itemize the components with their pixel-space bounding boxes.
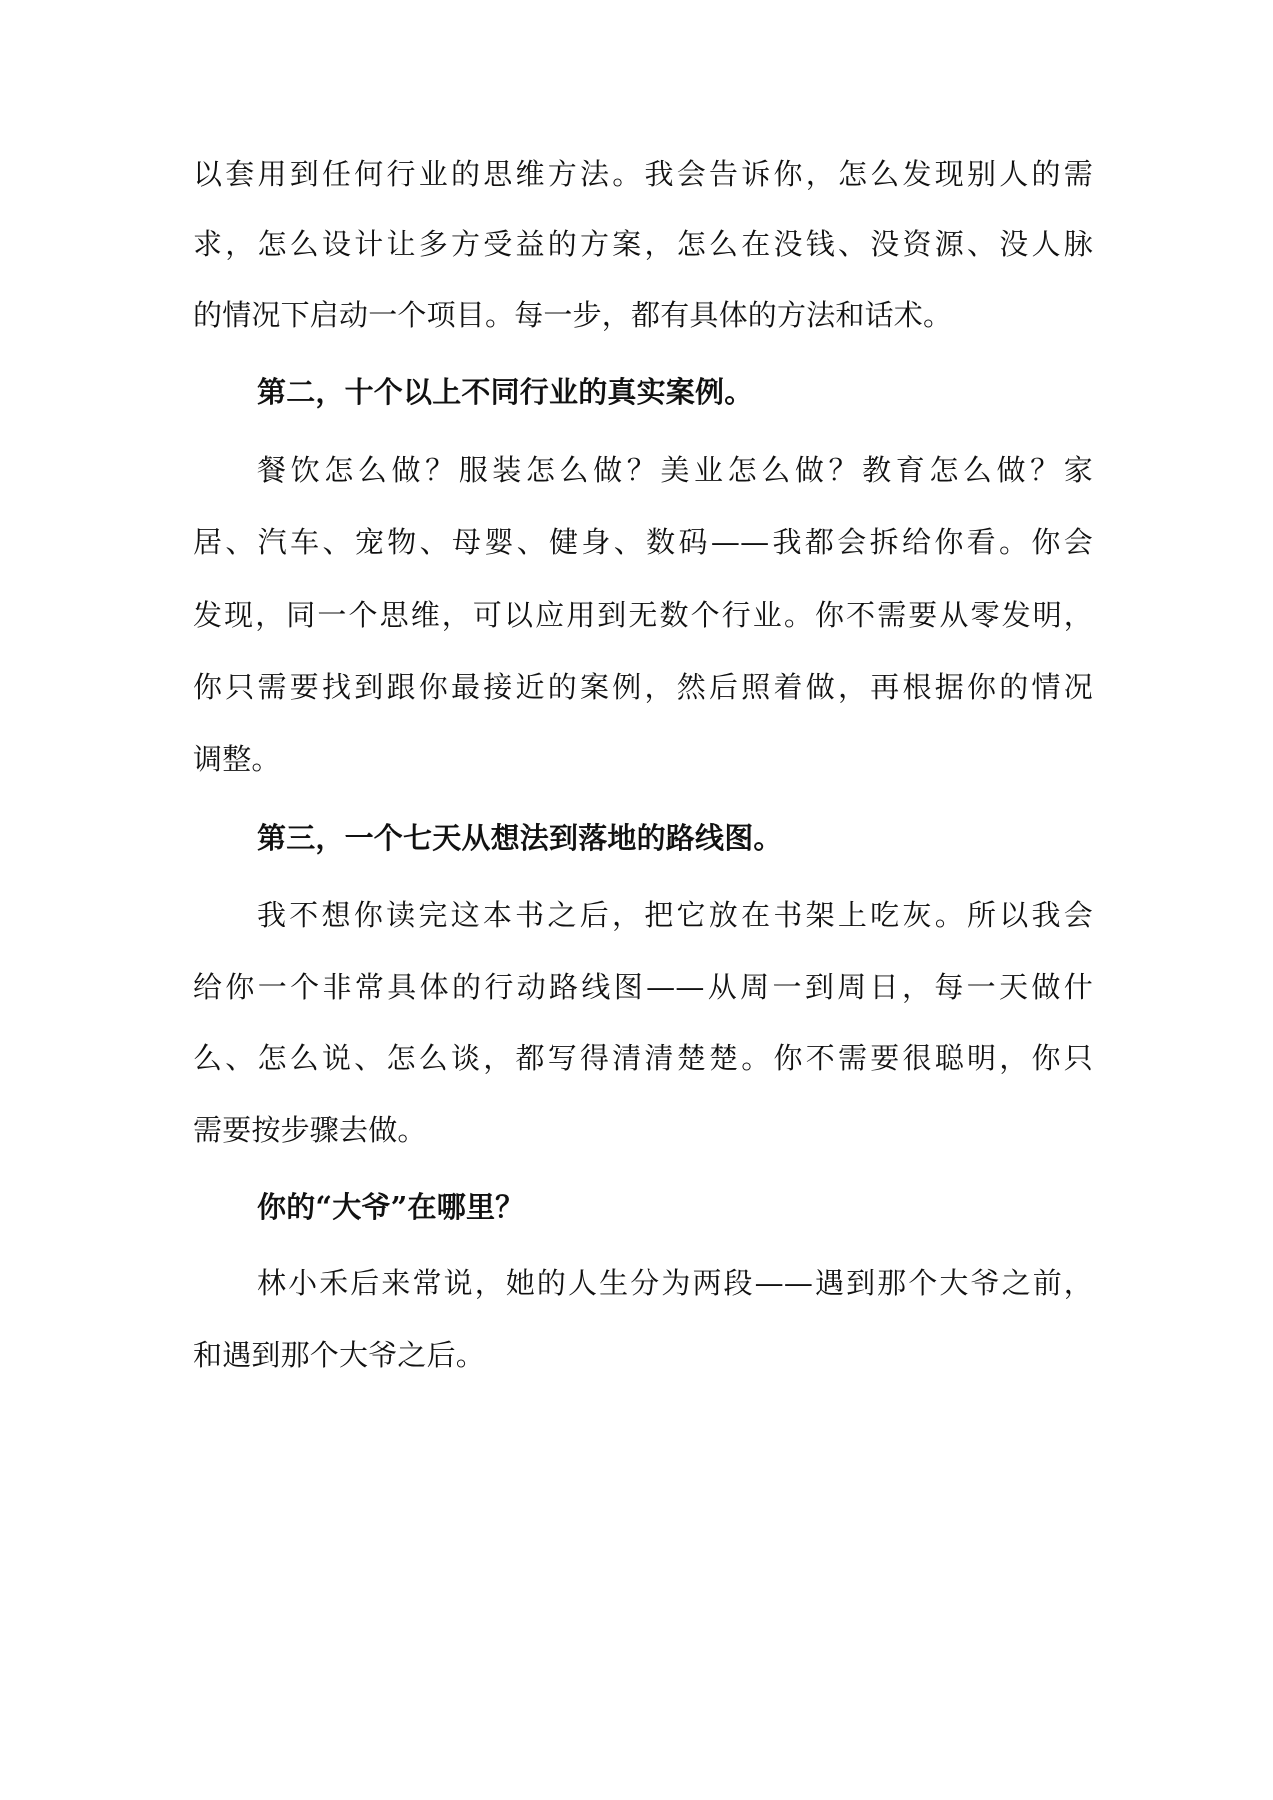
paragraph-line: 需要按步骤去做。 bbox=[193, 1113, 427, 1147]
paragraph-line: 居、汽车、宠物、母婴、健身、数码——我都会拆给你看。你会 bbox=[193, 525, 1093, 559]
paragraph-line: 你只需要找到跟你最接近的案例，然后照着做，再根据你的情况 bbox=[193, 670, 1093, 704]
paragraph-line: 的情况下启动一个项目。每一步，都有具体的方法和话术。 bbox=[193, 298, 953, 332]
paragraph-line: 求，怎么设计让多方受益的方案，怎么在没钱、没资源、没人脉 bbox=[193, 227, 1093, 261]
section-heading: 第三，一个七天从想法到落地的路线图。 bbox=[257, 821, 783, 855]
section-heading: 你的“大爷”在哪里？ bbox=[257, 1190, 525, 1224]
paragraph-line: 林小禾后来常说，她的人生分为两段——遇到那个大爷之前， bbox=[257, 1266, 1093, 1300]
paragraph-line: 我不想你读完这本书之后，把它放在书架上吃灰。所以我会 bbox=[257, 898, 1093, 932]
paragraph-line: 以套用到任何行业的思维方法。我会告诉你，怎么发现别人的需 bbox=[193, 157, 1093, 191]
paragraph-line: 餐饮怎么做？服装怎么做？美业怎么做？教育怎么做？家 bbox=[257, 453, 1093, 487]
section-heading: 第二，十个以上不同行业的真实案例。 bbox=[257, 375, 754, 409]
paragraph-line: 调整。 bbox=[193, 742, 281, 776]
paragraph-line: 和遇到那个大爷之后。 bbox=[193, 1338, 486, 1372]
paragraph-line: 发现，同一个思维，可以应用到无数个行业。你不需要从零发明， bbox=[193, 598, 1093, 632]
paragraph-line: 么、怎么说、怎么谈，都写得清清楚楚。你不需要很聪明，你只 bbox=[193, 1041, 1093, 1075]
paragraph-line: 给你一个非常具体的行动路线图——从周一到周日，每一天做什 bbox=[193, 970, 1093, 1004]
